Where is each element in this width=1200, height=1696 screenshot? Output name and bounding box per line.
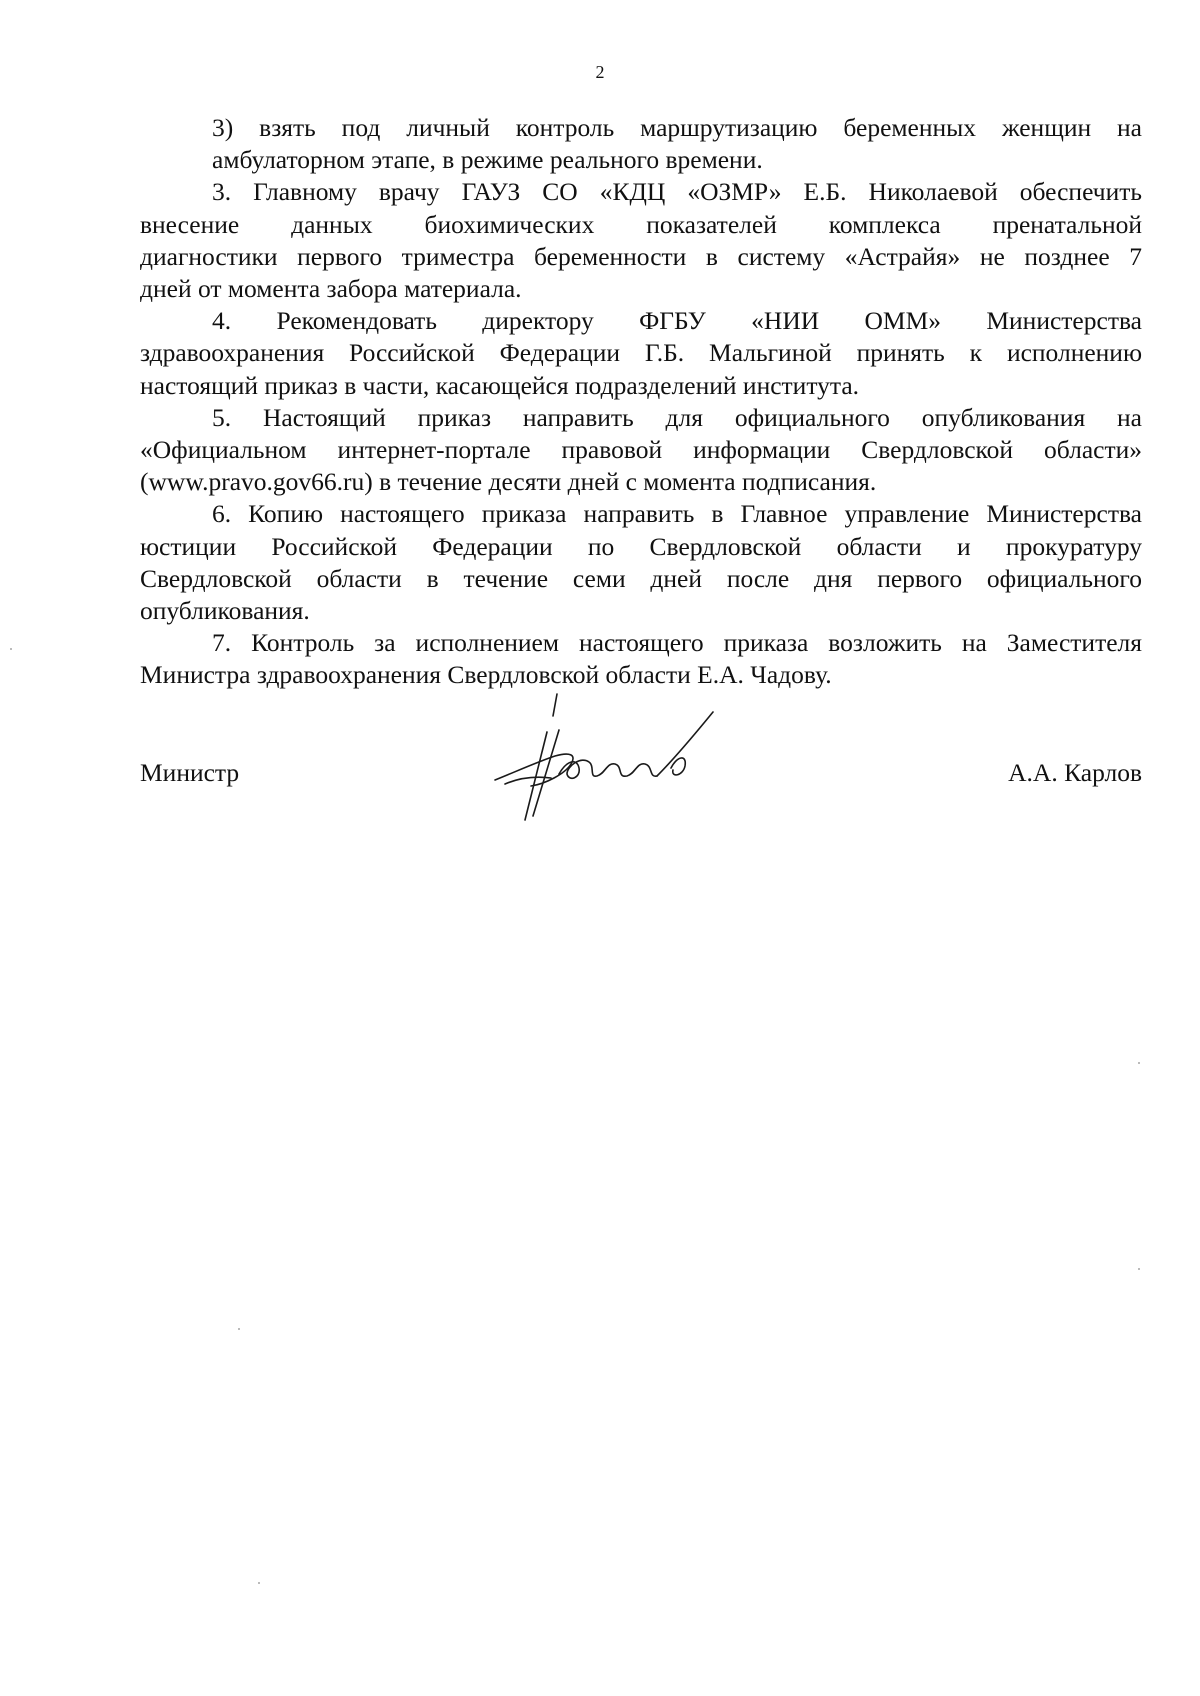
text-line: 5. Настоящий приказ направить для официального опубликования на [212, 402, 1142, 432]
text-line: диагностики первого триместра беременности в систему «Астрайя» не позднее 7 [140, 241, 1142, 271]
scan-artifact [1138, 1062, 1140, 1064]
text-line: 3) взять под личный контроль маршрутизацию беременных женщин на [212, 113, 1142, 142]
text-line: 6. Копию настоящего приказа направить в Главное управление Министерства [212, 499, 1142, 529]
scan-artifact [258, 1582, 260, 1584]
text-line: амбулаторном этапе, в режиме реального времени. [212, 145, 763, 175]
text-line: дней от момента забора материала. [140, 274, 522, 304]
paragraph-point-5 [140, 402, 1142, 499]
text-line: внесение данных биохимических показателей комплекса пренатальной [140, 209, 1142, 239]
page-number: 2 [595, 62, 605, 82]
signature-block [140, 740, 1142, 860]
text-line: Министра здравоохранения Свердловской области Е.А. Чадову. [140, 660, 832, 690]
paragraph-point-6 [140, 498, 1142, 627]
handwritten-signature [485, 692, 725, 822]
document-body [140, 112, 1142, 692]
text-line: 7. Контроль за исполнением настоящего приказа возложить на Заместителя [212, 628, 1142, 658]
signatory-name: А.А. Карлов [1008, 758, 1142, 787]
text-line: юстиции Российской Федерации по Свердловской области и прокуратуру [140, 531, 1142, 561]
text-line: (www.pravo.gov66.ru) в течение десяти дней с момента подписания. [140, 467, 877, 497]
text-line: Свердловской области в течение семи дней после дня первого официального [140, 563, 1142, 593]
text-line: опубликования. [140, 596, 310, 626]
scan-artifact [10, 648, 12, 650]
text-line: настоящий приказ в части, касающейся подразделений института. [140, 370, 860, 400]
text-line: здравоохранения Российской Федерации Г.Б. Мальгиной принять к исполнению [140, 338, 1142, 368]
paragraph-point-4 [140, 305, 1142, 402]
scan-artifact [1138, 1268, 1140, 1270]
text-line: «Официальном интернет-портале правовой информации Свердловской области» [140, 435, 1142, 465]
paragraph-point-3 [140, 176, 1142, 305]
scan-artifact [238, 1328, 240, 1330]
paragraph-point-7 [140, 627, 1142, 691]
text-line: 4. Рекомендовать директору ФГБУ «НИИ ОММ» Министерства [212, 306, 1142, 336]
paragraph-item-3 [140, 112, 1142, 176]
signatory-title: Министр [140, 758, 240, 787]
text-line: 3. Главному врачу ГАУЗ СО «КДЦ «ОЗМР» Е.Б. Николаевой обеспечить [212, 177, 1142, 207]
